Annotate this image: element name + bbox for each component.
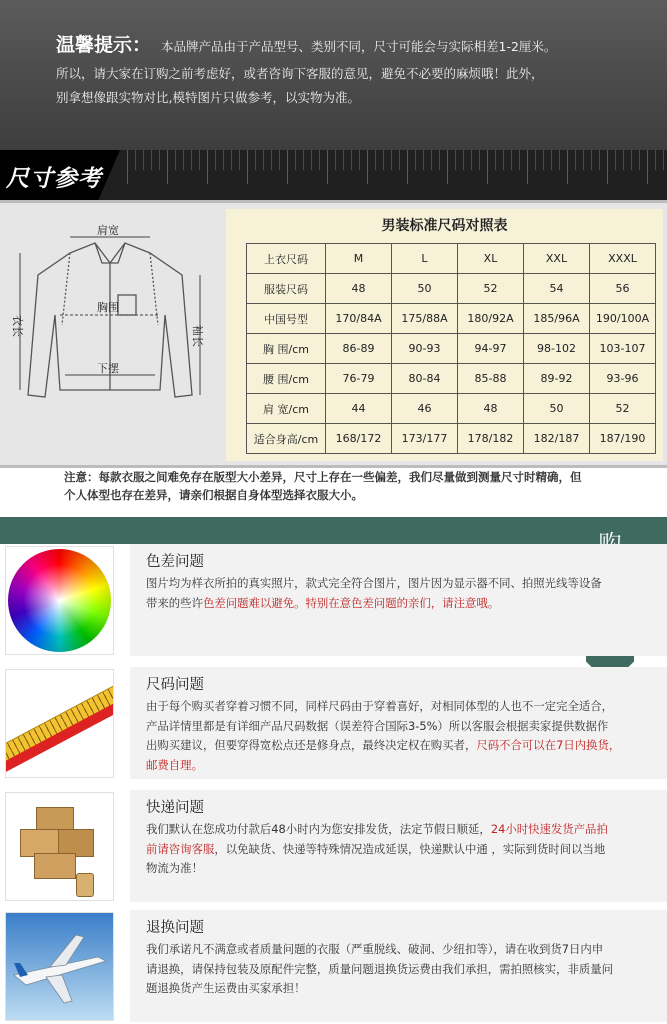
- size-table-row-header: 服装尺码: [247, 274, 326, 304]
- size-table-row: [247, 334, 656, 364]
- size-table-cell: M: [326, 244, 392, 274]
- size-table-cell: 76-79: [326, 364, 392, 394]
- size-table-row: [247, 304, 656, 334]
- sleeve-label: 袖长: [191, 325, 204, 347]
- info-body: 图片均为样衣所拍的真实照片，款式完全符合图片，图片因为显示器不同、拍照光线等设备 带来的些许色差问题难以避免。特别在意色差问题的亲们，请注意哦。: [146, 576, 602, 610]
- tape-measure-icon: [5, 669, 114, 778]
- chest-label: 胸围: [97, 301, 119, 314]
- size-table-row-header: 适合身高/cm: [247, 424, 326, 454]
- size-table-cell: 54: [524, 274, 590, 304]
- size-table: [246, 243, 656, 454]
- size-table-cell: 98-102: [524, 334, 590, 364]
- size-table-cell: 168/172: [326, 424, 392, 454]
- size-table-cell: L: [392, 244, 458, 274]
- info-card: [130, 667, 667, 779]
- size-table-cell: 93-96: [590, 364, 656, 394]
- size-table-cell: 50: [392, 274, 458, 304]
- info-item-delivery: [0, 786, 667, 904]
- ruler-major-ticks: [127, 150, 667, 184]
- size-table-title: 男装标准尺码对照表: [381, 218, 508, 234]
- size-table-cell: 182/187: [524, 424, 590, 454]
- size-table-cell: 170/84A: [326, 304, 392, 334]
- notice-line-3: 别拿想像跟实物对比,模特图片只做参考，以实物为准。: [56, 90, 360, 105]
- size-table-cell: 180/92A: [458, 304, 524, 334]
- size-table-cell: 52: [458, 274, 524, 304]
- notice-banner: [0, 0, 667, 150]
- length-label: 衣长: [11, 315, 24, 337]
- size-note: 注意：每款衣服之间难免存在版型大小差异，尺寸上存在一些偏差，我们尽量做到测量尺寸时精确，但 个人体型也存在差异，请亲们根据自身体型选择衣服大小。: [64, 470, 582, 502]
- info-title: 退换问题: [146, 920, 204, 936]
- shoulder-label: 肩宽: [97, 224, 119, 237]
- hem-label: 下摆: [97, 362, 119, 375]
- notice-title: 温馨提示：: [56, 34, 152, 56]
- airplane-icon: [5, 912, 114, 1021]
- size-table-cell: 44: [326, 394, 392, 424]
- size-table-cell: 46: [392, 394, 458, 424]
- info-title: 尺码问题: [146, 677, 204, 693]
- size-table-cell: 50: [524, 394, 590, 424]
- size-table-cell: 85-88: [458, 364, 524, 394]
- size-table-cell: 48: [326, 274, 392, 304]
- size-table-cell: 56: [590, 274, 656, 304]
- size-table-row-header: 胸 围/cm: [247, 334, 326, 364]
- size-table-cell: 48: [458, 394, 524, 424]
- section-ruler-banner: [0, 150, 667, 200]
- size-table-row: [247, 244, 656, 274]
- size-table-cell: 90-93: [392, 334, 458, 364]
- info-item-color-difference: [0, 540, 667, 658]
- size-table-row: [247, 274, 656, 304]
- size-table-cell: 185/96A: [524, 304, 590, 334]
- size-table-cell: 86-89: [326, 334, 392, 364]
- info-card: [130, 910, 667, 1022]
- size-table-row: [247, 364, 656, 394]
- info-body: 由于每个购买者穿着习惯不同，同样尺码由于穿着喜好，对相同体型的人也不一定完全适合， 产品详情里都是有详细产品尺码数据（误差符合国际3-5%）所以客服会根据卖家提供数据作 出购买建议，但要穿得宽松点还是修身点，最终决定权在购买者，尺码不合可以在7日内换货， 邮费自理。: [146, 699, 621, 772]
- info-card: [130, 544, 667, 656]
- notice-line-1: 温馨提示： 本品牌产品由于产品型号、类别不同，尺寸可能会与实际相差1-2厘米。: [56, 34, 557, 56]
- size-reference-panel: [0, 200, 667, 468]
- size-table-row-header: 上衣尺码: [247, 244, 326, 274]
- size-table-row: [247, 424, 656, 454]
- notice-line-2: 所以，请大家在订购之前考虑好，或者咨询下客服的意见，避免不必要的麻烦哦！此外，: [56, 66, 544, 81]
- size-table-cell: 178/182: [458, 424, 524, 454]
- size-table-row-header: 中国号型: [247, 304, 326, 334]
- info-body: 我们默认在您成功付款后48小时内为您安排发货，法定节假日顺延，24小时快速发货产品拍 前请咨询客服，以免缺货、快递等特殊情况造成延误，快递默认中通 ，实际到货时间以当地 物流为准！: [146, 822, 608, 875]
- size-table-cell: 175/88A: [392, 304, 458, 334]
- shirt-diagram-icon: [10, 215, 210, 445]
- size-table-cell: 190/100A: [590, 304, 656, 334]
- info-item-size: [0, 663, 667, 781]
- size-table-row-header: 肩 宽/cm: [247, 394, 326, 424]
- boxes-icon: [5, 792, 114, 901]
- info-title: 快递问题: [146, 800, 204, 816]
- size-table-cell: 103-107: [590, 334, 656, 364]
- info-title: 色差问题: [146, 554, 204, 570]
- size-table-row: [247, 394, 656, 424]
- size-table-cell: 94-97: [458, 334, 524, 364]
- size-table-cell: 173/177: [392, 424, 458, 454]
- size-table-cell: 52: [590, 394, 656, 424]
- size-table-cell: XL: [458, 244, 524, 274]
- section-label: 尺寸参考: [6, 166, 102, 192]
- size-table-panel: [226, 209, 663, 461]
- color-wheel-icon: [5, 546, 114, 655]
- info-card: [130, 790, 667, 902]
- size-table-cell: 89-92: [524, 364, 590, 394]
- info-body: 我们承诺凡不满意或者质量问题的衣服（严重脱线、破洞、少纽扣等），请在收到货7日内申 请退换，请保持包装及原配件完整，质量问题退换货运费由我们承担，需拍照核实，非质量问 题退换货产生运费由买家承担！: [146, 942, 614, 995]
- size-table-cell: XXXL: [590, 244, 656, 274]
- size-table-cell: 80-84: [392, 364, 458, 394]
- size-table-row-header: 腰 围/cm: [247, 364, 326, 394]
- size-table-cell: 187/190: [590, 424, 656, 454]
- info-item-returns: [0, 906, 667, 1024]
- size-table-cell: XXL: [524, 244, 590, 274]
